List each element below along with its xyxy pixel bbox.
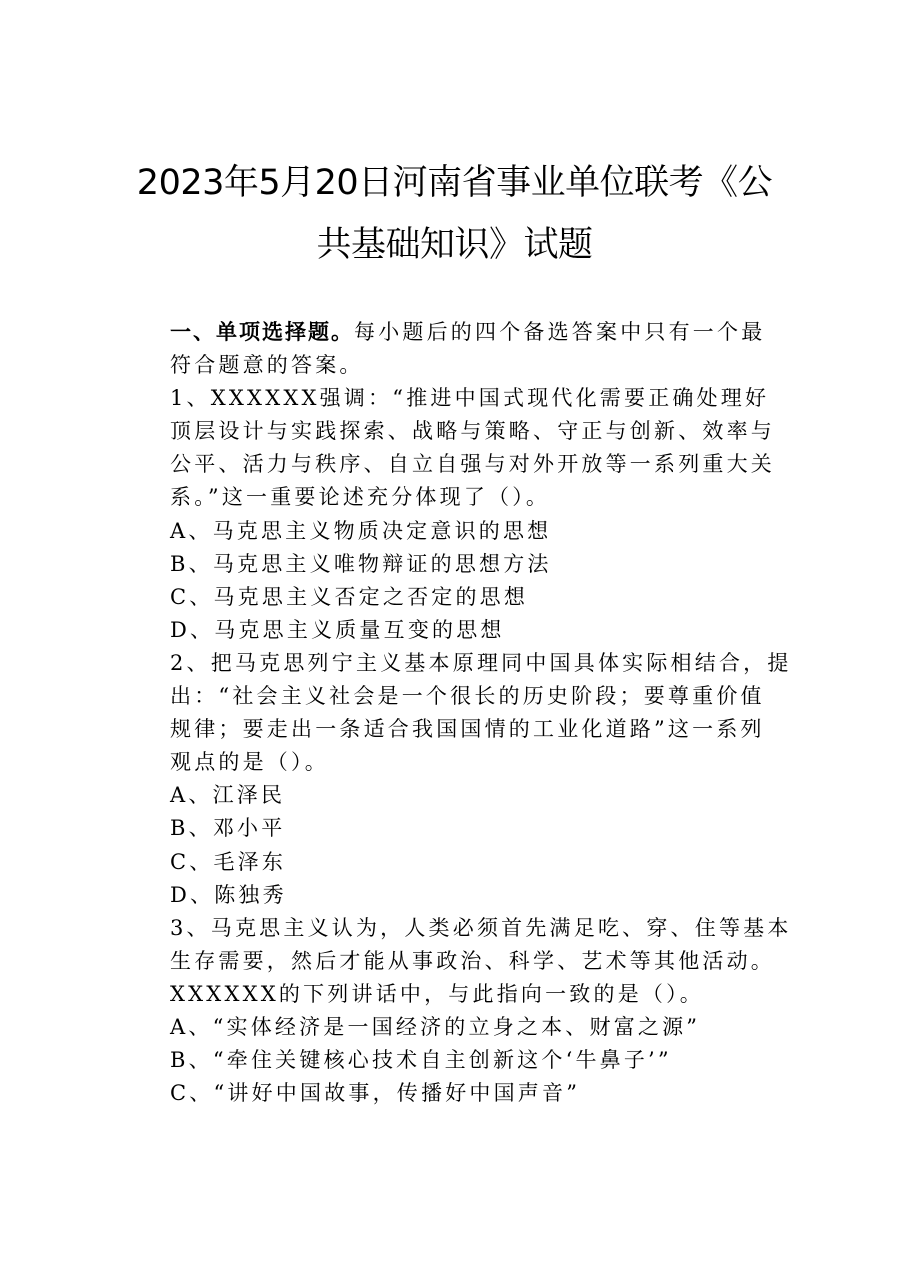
question-2-stem-line: 2、把马克思列宁主义基本原理同中国具体实际相结合，提 (170, 650, 792, 675)
section-intro-line: 符合题意的答案。 (170, 353, 364, 378)
question-1-stem-line: 1、XXXXXX强调：“推进中国式现代化需要正确处理好 (170, 386, 770, 411)
title-line: 2023年5月20日河南省事业单位联考《公 (136, 163, 773, 203)
question-2-stem-line: 出：“社会主义社会是一个很长的历史阶段；要尊重价值 (170, 684, 765, 709)
question-3-stem-line: XXXXXX的下列讲话中，与此指向一致的是（）。 (170, 981, 704, 1006)
question-3-option-c: C、“讲好中国故事，传播好中国声音” (170, 1081, 581, 1106)
section-heading: 一、单项选择题。 (170, 320, 354, 344)
question-1-option-a: A、马克思主义物质决定意识的思想 (170, 518, 552, 543)
question-1-option-c: C、马克思主义否定之否定的思想 (170, 584, 529, 609)
question-1-stem-line: 顶层设计与实践探索、战略与策略、守正与创新、效率与 (170, 419, 775, 444)
question-1-stem-line: 系。”这一重要论述充分体现了（）。 (170, 485, 551, 510)
document-title (120, 152, 789, 276)
document-body (170, 316, 810, 1110)
section-intro-line (170, 316, 810, 349)
question-3-stem-line: 生存需要，然后才能从事政治、科学、艺术等其他活动。 (170, 948, 775, 973)
question-2-option-d: D、陈独秀 (170, 882, 287, 907)
question-3-stem-line: 3、马克思主义认为，人类必须首先满足吃、穿、住等基本 (170, 915, 792, 940)
question-1-option-b: B、马克思主义唯物辩证的思想方法 (170, 551, 552, 576)
question-2-stem-line: 观点的是（）。 (170, 750, 329, 775)
question-2-option-a: A、江泽民 (170, 783, 286, 808)
title-line: 共基础知识》试题 (316, 225, 593, 265)
question-1-option-d: D、马克思主义质量互变的思想 (170, 617, 505, 642)
question-1-stem-line: 公平、活力与秩序、自立自强与对外开放等一系列重大关 (170, 452, 775, 477)
question-2-stem-line: 规律；要走出一条适合我国国情的工业化道路”这一系列 (170, 717, 765, 742)
question-2-option-b: B、邓小平 (170, 816, 286, 841)
question-3-option-b: B、“牵住关键核心技术自主创新这个‘牛鼻子’” (170, 1048, 672, 1073)
question-2-option-c: C、毛泽东 (170, 849, 287, 874)
question-3-option-a: A、“实体经济是一国经济的立身之本、财富之源” (170, 1014, 701, 1039)
section-intro: 每小题后的四个备选答案中只有一个最 (354, 320, 766, 344)
